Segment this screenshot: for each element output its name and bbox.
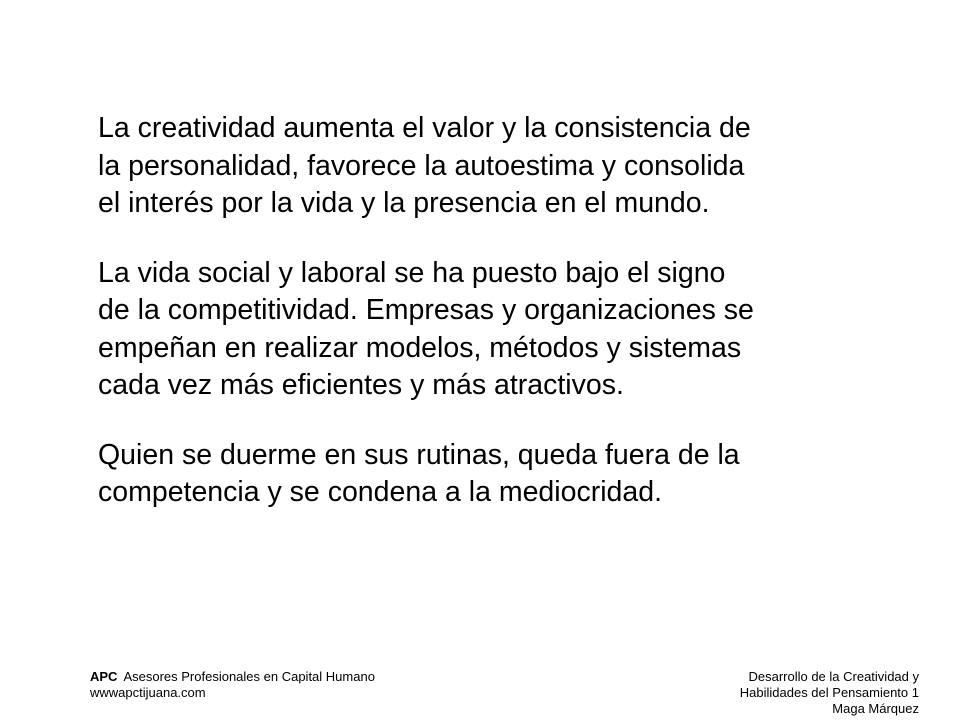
- footer-course-line2: Habilidades del Pensamiento 1: [739, 685, 919, 700]
- paragraph-creativity-value: La creatividad aumenta el valor y la consistencia de la personalidad, favorece la autoestima y consolida el interés por la vida y la presencia en el mundo.: [98, 112, 751, 219]
- footer-org-line: [90, 669, 375, 685]
- footer-course-line1: Desarrollo de la Creatividad y: [748, 669, 919, 684]
- paragraph-routines-warning: Quien se duerme en sus rutinas, queda fuera de la competencia y se condena a la mediocridad.: [98, 438, 740, 508]
- footer-organization: [90, 669, 375, 701]
- footer-author: Maga Márquez: [832, 701, 919, 716]
- slide-body: [98, 110, 858, 512]
- footer-course-info: [740, 669, 919, 717]
- footer-website: wwwapctijuana.com: [90, 685, 206, 700]
- footer-org-name: Asesores Profesionales en Capital Humano: [123, 669, 375, 684]
- footer-brand: APC: [90, 669, 118, 684]
- paragraph-competitiveness: La vida social y laboral se ha puesto bajo el signo de la competitividad. Empresas y organizaciones se empeñan en realizar modelos, métodos y sistemas cada vez más eficientes y más atractivos.: [98, 256, 754, 401]
